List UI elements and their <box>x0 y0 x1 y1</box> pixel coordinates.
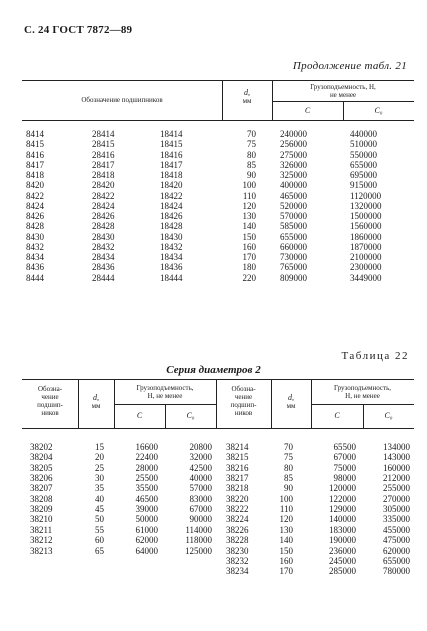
designation-1: 8417 <box>26 159 44 170</box>
table2-left-header-c: C <box>136 411 143 420</box>
designation: 38216 <box>226 462 249 473</box>
c-value: 120000 <box>329 483 356 494</box>
d-value: 160 <box>242 241 256 252</box>
table2-label: Таблица 22 <box>341 350 409 362</box>
c-value: 765000 <box>280 262 307 273</box>
d-value: 85 <box>284 473 293 484</box>
c-value: 16600 <box>135 442 158 452</box>
d-value: 160 <box>279 555 293 566</box>
table2-left-header-designation-1: Обозна- <box>37 385 63 393</box>
table-row-right <box>0 525 427 535</box>
c0-value: 125000 <box>185 545 212 556</box>
table2-left-header-c0: C₀ <box>186 411 195 420</box>
c0-value: 1870000 <box>350 241 382 252</box>
c0-value: 655000 <box>350 159 377 170</box>
c-value: 245000 <box>329 555 356 566</box>
table1-header-d-unit: мм <box>242 97 252 105</box>
table1-header-load: Грузоподъемность, Н, <box>310 83 376 91</box>
d-value: 75 <box>247 139 256 150</box>
table-row-right <box>0 535 427 545</box>
c-value: 67000 <box>333 452 356 463</box>
c-value: 22400 <box>135 452 158 463</box>
designation-1: 8428 <box>26 221 44 232</box>
d-value: 110 <box>279 504 293 515</box>
table1-header-load-sub: не менее <box>329 91 357 99</box>
c-value: 62000 <box>135 535 158 546</box>
table-row-right <box>0 504 427 514</box>
designation: 38218 <box>226 483 249 494</box>
d-value: 85 <box>247 159 256 170</box>
designation-3: 18422 <box>160 190 183 201</box>
c0-value: 90000 <box>189 514 212 525</box>
table-row <box>0 242 427 252</box>
designation-3: 18416 <box>160 149 183 160</box>
c0-value: 40000 <box>189 473 212 484</box>
c-value: 570000 <box>280 211 307 221</box>
designation: 38209 <box>30 504 53 515</box>
designation-1: 8432 <box>26 241 44 252</box>
designation-2: 28434 <box>92 252 115 262</box>
table1-header-designation: Обозначение подшипников <box>81 96 163 104</box>
c0-value: 305000 <box>383 504 410 515</box>
table-row <box>0 180 427 190</box>
series-title: Серия диаметров 2 <box>166 364 261 376</box>
c0-value: 134000 <box>383 442 410 452</box>
table-row-right <box>0 473 427 483</box>
c-value: 256000 <box>280 139 307 150</box>
d-value: 120 <box>242 200 256 211</box>
designation-3: 18434 <box>160 252 183 262</box>
designation: 38213 <box>30 545 53 556</box>
c-value: 46500 <box>135 493 158 504</box>
designation-1: 8418 <box>26 170 44 180</box>
c0-value: 42500 <box>189 462 212 473</box>
table2-right-header-designation-4: ников <box>234 409 253 417</box>
designation-3: 18420 <box>160 180 183 191</box>
d-value: 70 <box>284 442 293 452</box>
d-value: 100 <box>242 180 256 191</box>
designation: 38222 <box>226 504 249 515</box>
table-row <box>0 262 427 272</box>
designation-3: 18415 <box>160 139 183 150</box>
c0-value: 455000 <box>383 524 410 535</box>
table2-right-header-designation-2: чение <box>234 393 253 401</box>
table-row-right <box>0 566 427 576</box>
c-value: 129000 <box>329 504 356 515</box>
designation-2: 28417 <box>92 159 115 170</box>
designation: 38230 <box>226 545 249 556</box>
c0-value: 83000 <box>189 493 212 504</box>
table1-top-rule <box>22 80 414 81</box>
d-value: 80 <box>247 149 256 160</box>
c-value: 520000 <box>280 200 307 211</box>
d-value: 75 <box>284 452 293 463</box>
c0-value: 3449000 <box>350 272 382 283</box>
c0-value: 1500000 <box>350 211 382 221</box>
table2-right-header-load-sub: Н, не менее <box>345 392 380 400</box>
c-value: 75000 <box>333 462 356 473</box>
d-value: 45 <box>95 504 104 515</box>
designation-2: 28430 <box>92 231 115 242</box>
c-value: 190000 <box>329 535 356 546</box>
designation-1: 8434 <box>26 252 44 262</box>
c-value: 122000 <box>329 493 356 504</box>
c-value: 240000 <box>280 129 307 139</box>
table2-left-header-load-sub: Н, не менее <box>147 392 183 400</box>
d-value: 140 <box>279 535 293 546</box>
c-value: 140000 <box>329 514 356 525</box>
d-value: 70 <box>247 129 256 139</box>
d-value: 90 <box>284 483 293 494</box>
designation-2: 28418 <box>92 170 115 180</box>
c0-value: 440000 <box>350 129 377 139</box>
designation: 38234 <box>226 566 249 577</box>
c0-value: 1120000 <box>350 190 382 201</box>
designation-2: 28436 <box>92 262 115 273</box>
c0-value: 32000 <box>189 452 212 463</box>
designation: 38208 <box>30 493 53 504</box>
c-value: 465000 <box>280 190 307 201</box>
table2-top-rule <box>22 379 414 380</box>
c-value: 65500 <box>333 442 356 452</box>
table2-left-header-d-unit: мм <box>91 402 101 410</box>
d-value: 170 <box>242 252 256 262</box>
c0-value: 1560000 <box>350 221 382 232</box>
c-value: 326000 <box>280 159 307 170</box>
designation: 38212 <box>30 535 53 546</box>
c0-value: 655000 <box>383 555 410 566</box>
c0-value: 335000 <box>383 514 410 525</box>
designation-1: 8430 <box>26 231 44 242</box>
c-value: 236000 <box>329 545 356 556</box>
c0-value: 2100000 <box>350 252 382 262</box>
designation-2: 28444 <box>92 272 115 283</box>
designation: 38232 <box>226 555 249 566</box>
c-value: 400000 <box>280 180 307 191</box>
c0-value: 510000 <box>350 139 377 150</box>
table-row <box>0 273 427 283</box>
table-row <box>0 160 427 170</box>
designation: 38204 <box>30 452 53 463</box>
c0-value: 143000 <box>383 452 410 463</box>
designation: 38206 <box>30 473 53 484</box>
table1-header-c: C <box>304 106 311 115</box>
d-value: 15 <box>95 442 104 452</box>
d-value: 130 <box>279 524 293 535</box>
d-value: 40 <box>95 493 104 504</box>
c0-value: 270000 <box>383 493 410 504</box>
designation: 38220 <box>226 493 249 504</box>
table2-header-bottom-rule <box>22 428 414 429</box>
designation: 38215 <box>226 452 249 463</box>
c0-value: 915000 <box>350 180 377 191</box>
designation-1: 8416 <box>26 149 44 160</box>
designation-3: 18418 <box>160 170 183 180</box>
designation-3: 18436 <box>160 262 183 273</box>
d-value: 65 <box>95 545 104 556</box>
page-header: С. 24 ГОСТ 7872—89 <box>24 24 133 36</box>
c0-value: 780000 <box>383 566 410 577</box>
table-row <box>0 170 427 180</box>
d-value: 170 <box>279 566 293 577</box>
designation-1: 8426 <box>26 211 44 221</box>
d-value: 110 <box>242 190 256 201</box>
c-value: 730000 <box>280 252 307 262</box>
table2-right-header-designation-1: Обозна- <box>231 385 256 393</box>
c-value: 50000 <box>135 514 158 525</box>
designation: 38217 <box>226 473 249 484</box>
d-value: 25 <box>95 462 104 473</box>
d-value: 80 <box>284 462 293 473</box>
c-value: 98000 <box>333 473 356 484</box>
designation: 38214 <box>226 442 249 452</box>
c0-value: 475000 <box>383 535 410 546</box>
designation-3: 18424 <box>160 200 183 211</box>
c-value: 809000 <box>280 272 307 283</box>
table-row-right <box>0 442 427 452</box>
c0-value: 114000 <box>185 524 212 535</box>
designation: 38207 <box>30 483 53 494</box>
designation-1: 8436 <box>26 262 44 273</box>
c-value: 585000 <box>280 221 307 232</box>
designation: 38211 <box>30 524 53 535</box>
designation-2: 28424 <box>92 200 115 211</box>
c0-value: 67000 <box>189 504 212 515</box>
designation: 38202 <box>30 442 53 452</box>
table-row <box>0 150 427 160</box>
table-row-right <box>0 546 427 556</box>
designation-1: 8424 <box>26 200 44 211</box>
designation-2: 28426 <box>92 211 115 221</box>
table-row <box>0 191 427 201</box>
table2-right-header-c: C <box>334 411 340 420</box>
c-value: 28000 <box>135 462 158 473</box>
c-value: 275000 <box>280 149 307 160</box>
table2-left-header-designation-2: чение <box>41 393 59 401</box>
table2-right-header-d-unit: мм <box>286 402 296 410</box>
designation-3: 18414 <box>160 129 183 139</box>
table-row <box>0 201 427 211</box>
table2-right-header-designation-3: подшип- <box>230 401 257 409</box>
d-value: 150 <box>279 545 293 556</box>
c0-value: 695000 <box>350 170 377 180</box>
table-row <box>0 252 427 262</box>
table-row <box>0 232 427 242</box>
designation: 38228 <box>226 535 249 546</box>
d-value: 30 <box>95 473 104 484</box>
designation-2: 28415 <box>92 139 115 150</box>
table-row-right <box>0 483 427 493</box>
d-value: 130 <box>242 211 256 221</box>
d-value: 35 <box>95 483 104 494</box>
c0-value: 160000 <box>383 462 410 473</box>
table2-right-header-load: Грузоподъемность, <box>333 384 392 392</box>
table2-left-header-designation-4: ников <box>41 409 59 417</box>
designation-1: 8415 <box>26 139 44 150</box>
designation-1: 8414 <box>26 129 44 139</box>
c0-value: 57000 <box>189 483 212 494</box>
designation-2: 28432 <box>92 241 115 252</box>
c-value: 325000 <box>280 170 307 180</box>
table-row-right <box>0 556 427 566</box>
d-value: 20 <box>95 452 104 463</box>
c0-value: 550000 <box>350 149 377 160</box>
designation-3: 18417 <box>160 159 183 170</box>
d-value: 120 <box>279 514 293 525</box>
designation-2: 28420 <box>92 180 115 191</box>
table-row <box>0 221 427 231</box>
table-row-right <box>0 452 427 462</box>
d-value: 90 <box>247 170 256 180</box>
table-row-right <box>0 494 427 504</box>
c-value: 35500 <box>135 483 158 494</box>
d-value: 180 <box>242 262 256 273</box>
designation-1: 8444 <box>26 272 44 283</box>
d-value: 55 <box>95 524 104 535</box>
c-value: 660000 <box>280 241 307 252</box>
c0-value: 212000 <box>383 473 410 484</box>
d-value: 60 <box>95 535 104 546</box>
c-value: 183000 <box>329 524 356 535</box>
c0-value: 1320000 <box>350 200 382 211</box>
d-value: 140 <box>242 221 256 232</box>
d-value: 100 <box>279 493 293 504</box>
c-value: 61000 <box>135 524 158 535</box>
designation-2: 28414 <box>92 129 115 139</box>
c0-value: 1860000 <box>350 231 382 242</box>
table-row <box>0 211 427 221</box>
table2-right-header-c0: C₀ <box>384 411 393 420</box>
c-value: 655000 <box>280 231 307 242</box>
c0-value: 20800 <box>189 442 212 452</box>
designation-2: 28428 <box>92 221 115 232</box>
table-row <box>0 139 427 149</box>
table1-header-c0: C₀ <box>374 106 383 115</box>
table2-right-header-d: d, <box>288 393 294 402</box>
c-value: 25500 <box>135 473 158 484</box>
table-row-right <box>0 514 427 524</box>
designation-3: 18430 <box>160 231 183 242</box>
designation-3: 18432 <box>160 241 183 252</box>
c0-value: 255000 <box>383 483 410 494</box>
table1-header-bottom-rule <box>22 120 414 121</box>
designation: 38205 <box>30 462 53 473</box>
designation-1: 8422 <box>26 190 44 201</box>
c0-value: 2300000 <box>350 262 382 273</box>
designation-1: 8420 <box>26 180 44 191</box>
c-value: 64000 <box>135 545 158 556</box>
table-row <box>0 129 427 139</box>
continuation-label: Продолжение табл. 21 <box>292 60 407 72</box>
c-value: 285000 <box>329 566 356 577</box>
designation-2: 28416 <box>92 149 115 160</box>
c0-value: 118000 <box>185 535 212 546</box>
c-value: 39000 <box>135 504 158 515</box>
table2-left-header-d: d, <box>93 393 99 402</box>
designation: 38210 <box>30 514 53 525</box>
table-row-right <box>0 463 427 473</box>
designation-2: 28422 <box>92 190 115 201</box>
designation: 38226 <box>226 524 249 535</box>
designation-3: 18426 <box>160 211 183 221</box>
d-value: 150 <box>242 231 256 242</box>
d-value: 50 <box>95 514 104 525</box>
c0-value: 620000 <box>383 545 410 556</box>
table2-left-header-load: Грузоподъемность, <box>136 384 194 392</box>
table2-left-header-designation-3: подшип- <box>37 401 63 409</box>
table1-header-d: d, <box>244 88 250 97</box>
designation-3: 18428 <box>160 221 183 232</box>
designation-3: 18444 <box>160 272 183 283</box>
designation: 38224 <box>226 514 249 525</box>
d-value: 220 <box>242 272 256 283</box>
